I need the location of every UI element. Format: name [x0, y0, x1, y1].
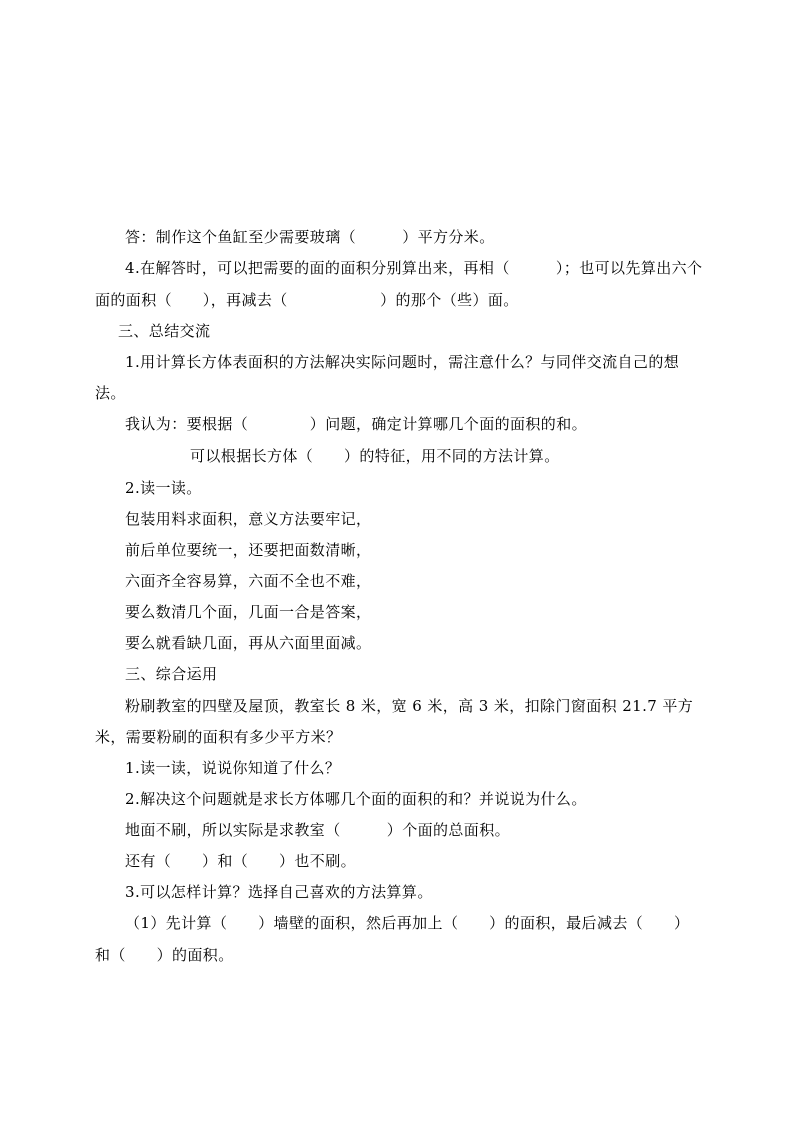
verse-line-3: 六面齐全容易算，六面不全也不难， [125, 572, 372, 590]
summary-item-1-line-2: 法。 [95, 384, 126, 402]
summary-item-2: 2.读一读。 [125, 479, 202, 497]
verse-line-1: 包装用料求面积，意义方法要牢记， [125, 510, 372, 528]
summary-item-1-line-1: 1.用计算长方体表面积的方法解决实际问题时，需注意什么？与同伴交流自己的想 [125, 353, 680, 371]
application-item-2: 2.解决这个问题就是求长方体哪几个面的面积的和？并说说为什么。 [125, 790, 587, 808]
application-item-1: 1.读一读，说说你知道了什么？ [125, 759, 341, 777]
section-heading-summary: 三、总结交流 [118, 322, 211, 340]
item-4-line-2: 面的面积（ ），再减去（ ）的那个（些）面。 [95, 291, 519, 309]
verse-line-5: 要么就看缺几面，再从六面里面减。 [125, 634, 372, 652]
answer-line: 答：制作这个鱼缸至少需要玻璃（ ）平方分米。 [125, 228, 495, 246]
method-1-line-2: 和（ ）的面积。 [95, 946, 234, 964]
method-1-line-1: （1）先计算（ ）墙壁的面积，然后再加上（ ）的面积，最后减去（ ） [125, 914, 690, 932]
floor-line: 地面不刷，所以实际是求教室（ ）个面的总面积。 [125, 821, 511, 839]
section-heading-application: 三、综合运用 [125, 665, 218, 683]
opinion-line-2: 可以根据长方体（ ）的特征，用不同的方法计算。 [190, 447, 560, 465]
problem-line-2: 米，需要粉刷的面积有多少平方米？ [95, 728, 342, 746]
opinion-line-1: 我认为：要根据（ ）问题，确定计算哪几个面的面积的和。 [125, 415, 588, 433]
item-4-line-1: 4.在解答时，可以把需要的面的面积分别算出来，再相（ ）；也可以先算出六个 [125, 259, 703, 277]
verse-line-2: 前后单位要统一，还要把面数清晰， [125, 541, 372, 559]
problem-line-1: 粉刷教室的四壁及屋顶，教室长 8 米，宽 6 米，高 3 米，扣除门窗面积 21.7 平方 [125, 697, 694, 715]
application-item-3: 3.可以怎样计算？选择自己喜欢的方法算算。 [125, 883, 433, 901]
also-line: 还有（ ）和（ ）也不刷。 [125, 852, 357, 870]
verse-line-4: 要么数清几个面，几面一合是答案， [125, 603, 372, 621]
